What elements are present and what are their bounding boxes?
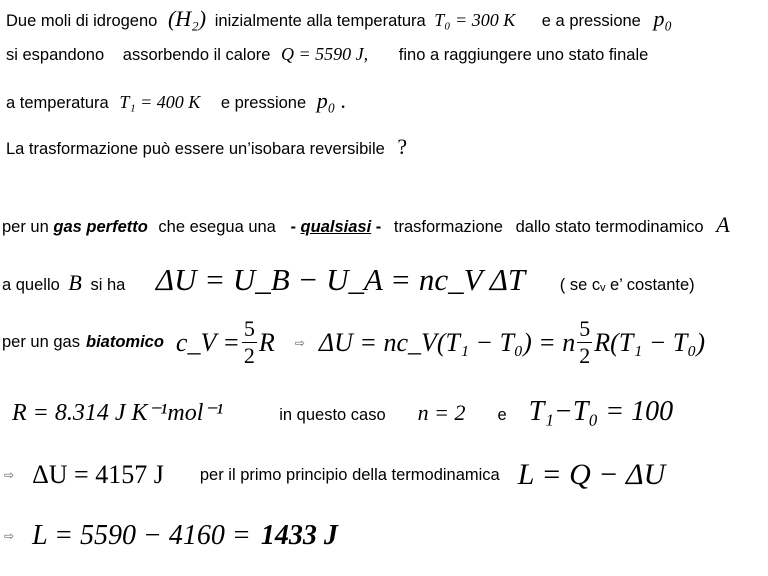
formula-p0: p₀ [653, 6, 673, 31]
formula-q: Q = 5590 J, [281, 44, 369, 64]
solution-line-1: per un gas perfetto che esegua una - qualsiasi - trasformazione dallo stato termodinamico A [2, 212, 730, 237]
state-a: A [716, 212, 730, 237]
arrow-icon: ⇨ [4, 468, 15, 482]
formula-n: n = 2 [417, 400, 466, 425]
formula-h2: (H₂) [167, 6, 207, 31]
formula-cv: c_V = [175, 327, 240, 357]
problem-line-2: si espandono assorbendo il calore Q = 5590 J, fino a raggiungere uno stato finale [6, 44, 649, 64]
state-b: B [68, 270, 82, 295]
solution-line-3: per un gas biatomico c_V = $\frac{5}{2}$ R ⇨ ΔU = nc_V(T₁ − T₀) = n $\frac{5}{2}$ R(T₁ − T₀) [2, 316, 706, 368]
formula-delta-t: T₁−T₀ = 100 [528, 396, 674, 427]
formula-p0-final: p₀ . [316, 88, 347, 113]
fraction-five-halves: $\frac{5}{2}$ [243, 316, 255, 368]
solution-line-4: R = 8.314 J K⁻¹mol⁻¹ in questo caso n = 2 e T₁−T₀ = 100 [12, 396, 674, 427]
formula-work-value: L = 5590 − 4160 = [32, 520, 251, 551]
formula-work: L = Q − ΔU [517, 458, 666, 491]
problem-question: La trasformazione può essere un’isobara reversibile ? [6, 134, 408, 159]
arrow-icon: ⇨ [294, 335, 305, 350]
arrow-icon: ⇨ [4, 529, 15, 543]
question-mark: ? [397, 134, 408, 159]
formula-r-constant: R = 8.314 J K⁻¹mol⁻¹ [12, 400, 224, 426]
cv-note: ( se cᵥ e’ costante) [559, 276, 695, 294]
result-delta-u: ΔU = 4157 J [32, 460, 164, 489]
final-result: 1433 J [260, 520, 338, 551]
formula-t1: T₁ = 400 K [119, 92, 201, 112]
formula-delta-u-biatomic: ΔU = nc_V(T₁ − T₀) = n [318, 327, 576, 357]
solution-line-5: ⇨ ΔU = 4157 J per il primo principio della termodinamica L = Q − ΔU [4, 458, 666, 491]
solution-line-6 [4, 520, 338, 552]
problem-line-3: a temperatura T₁ = 400 K e pressione p₀ . [6, 88, 347, 113]
solution-line-2: a quello B si ha ΔU = U_B − U_A = nc_V ΔT ( se cᵥ e’ costante) [2, 262, 695, 297]
fraction-five-halves-2: $\frac{5}{2}$ [579, 316, 591, 368]
formula-delta-u: ΔU = U_B − U_A = nc_V ΔT [155, 262, 526, 297]
formula-t0: T₀ = 300 K [434, 10, 516, 30]
problem-line-1: Due moli di idrogeno (H₂) inizialmente alla temperatura T₀ = 300 K e a pressione p₀ [6, 6, 673, 31]
